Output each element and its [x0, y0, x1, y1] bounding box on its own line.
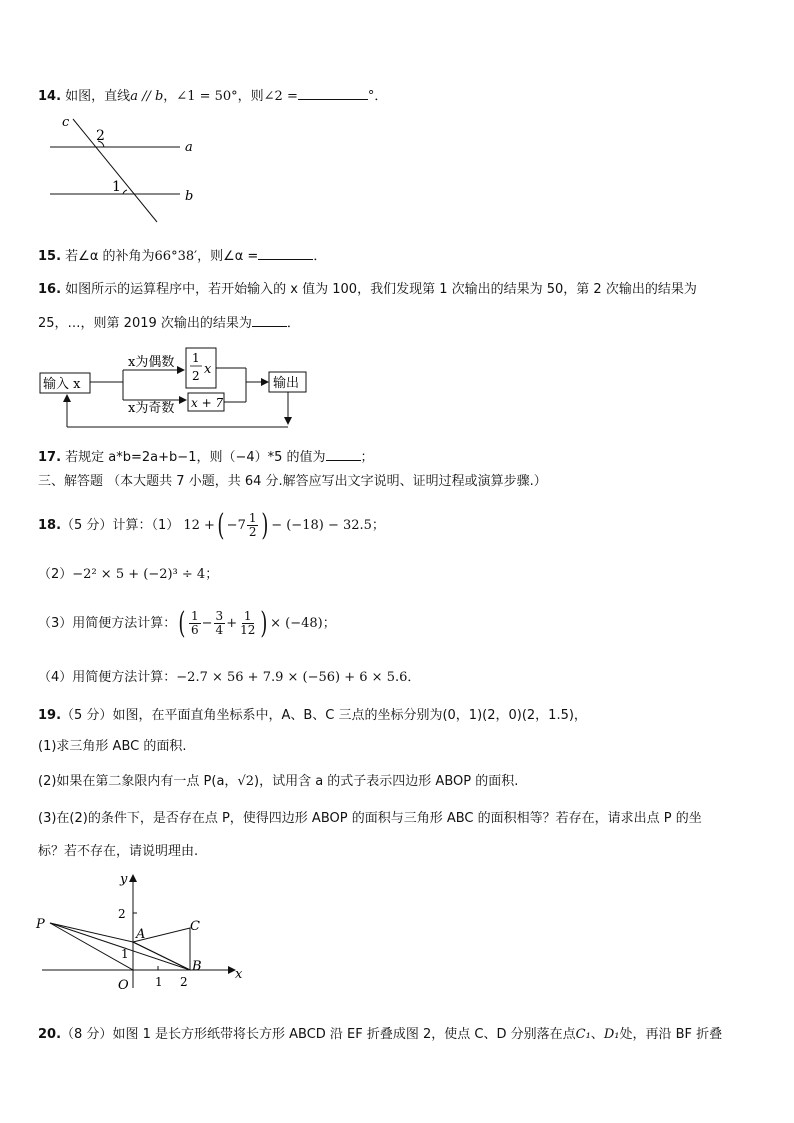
- question-text: ，∠1 = 50°，则∠2 =: [163, 89, 298, 104]
- question-19-sub3: [38, 810, 702, 828]
- question-number: 14.: [38, 89, 62, 104]
- question-text: 如图，直线: [65, 89, 131, 104]
- section-heading: [38, 473, 547, 491]
- point-b-label: B: [192, 959, 202, 974]
- question-text: 如图所示的运算程序中，若开始输入的 x 值为 100，我们发现第 1 次输出的结果为 50，第 2 次输出的结果为: [65, 282, 697, 297]
- even-condition: x为偶数: [128, 355, 175, 370]
- y-tick-2: 2: [118, 907, 126, 921]
- y-tick-1: 1: [121, 947, 129, 961]
- operation-flowchart: [38, 340, 328, 440]
- sub-question: 标？若不存在，请说明理由.: [38, 844, 199, 859]
- question-15: [38, 245, 326, 266]
- question-19-sub1: [38, 738, 186, 756]
- question-18-part3: [38, 604, 336, 644]
- answer-blank[interactable]: [326, 446, 361, 461]
- math-expression: −2² × 5 + (−2)³ ÷ 4；: [72, 567, 219, 582]
- numerator: 1: [243, 609, 252, 623]
- half-variable: x: [204, 362, 212, 377]
- question-number: 17.: [38, 450, 62, 465]
- question-number: 16.: [38, 282, 62, 297]
- question-text: 若规定 a*b=2a+b−1，则（−4）*5 的值为: [65, 450, 326, 465]
- question-19: [38, 707, 587, 725]
- question-18: [38, 508, 385, 544]
- sub-question: (1)求三角形 ABC 的面积.: [38, 739, 187, 754]
- question-17: [38, 446, 374, 467]
- question-number: 15.: [38, 249, 62, 264]
- question-20: [38, 1026, 722, 1044]
- denominator: 12: [240, 623, 256, 637]
- numerator: 1: [248, 511, 257, 525]
- question-text: °．: [367, 89, 388, 104]
- question-score: （8 分）: [61, 1027, 113, 1042]
- question-text: ．: [313, 249, 327, 264]
- part-label: （2）: [38, 567, 73, 582]
- math-expression: × (−48)；: [270, 616, 336, 631]
- sub-question: (2)如果在第二象限内有一点 P(a，: [38, 774, 238, 789]
- question-text: ，则∠α =: [197, 249, 259, 264]
- square-root: √2: [237, 774, 254, 789]
- question-16-line2: [38, 312, 300, 333]
- question-score: （5 分）: [61, 708, 113, 723]
- question-text: 如图 1 是长方形纸带将长方形 ABCD 沿 EF 折叠成图 2，使点 C、D 分别落在点: [112, 1027, 576, 1042]
- math-expression: a // b: [130, 89, 164, 104]
- answer-blank[interactable]: [252, 312, 287, 327]
- question-number: 19.: [38, 708, 62, 723]
- sub-question: )，试用含 a 的式子表示四边形 ABOP 的面积.: [254, 774, 519, 789]
- fraction: [238, 610, 257, 637]
- math-expression: − (−18) − 32.5；: [271, 518, 385, 533]
- numerator: 1: [191, 609, 199, 623]
- point-c1-label: C₁: [575, 1027, 591, 1042]
- section-note: （本大题共 7 小题，共 64 分.解答应写出文字说明、证明过程或演算步骤.）: [107, 474, 547, 489]
- denominator: 6: [191, 623, 199, 637]
- question-19-sub3-line2: [38, 843, 198, 861]
- question-score: （5 分）: [61, 518, 113, 533]
- question-text: 25，…，则第 2019 次输出的结果为: [38, 316, 252, 331]
- point-p-label: P: [36, 917, 45, 932]
- angle-2-label: 2: [96, 128, 105, 144]
- math-expression: −2.7 × 56 + 7.9 × (−56) + 6 × 5.6．: [176, 670, 421, 685]
- question-16: [38, 281, 697, 299]
- question-18-part2: [38, 566, 218, 584]
- odd-condition: x为奇数: [128, 401, 175, 416]
- output-label: 输出: [273, 376, 300, 391]
- part-label: （1）: [151, 518, 180, 533]
- separator: 、: [590, 1027, 604, 1042]
- line-c-label: c: [62, 115, 70, 130]
- fraction: [189, 610, 201, 637]
- right-paren: ): [260, 605, 268, 641]
- point-a-label: A: [136, 927, 146, 942]
- input-label: 输入 x: [43, 377, 81, 392]
- question-14: [38, 85, 387, 106]
- question-text: ．: [286, 316, 300, 331]
- question-text: ；: [360, 450, 374, 465]
- question-19-sub2: [38, 773, 518, 791]
- point-d1-label: D₁: [603, 1027, 620, 1042]
- question-text: 若∠α 的补角为: [65, 249, 155, 264]
- plus7-label: x + 7: [191, 396, 224, 410]
- origin-label: O: [118, 978, 129, 993]
- half-numerator: 1: [192, 351, 200, 365]
- mixed-number-whole: −7: [226, 518, 246, 533]
- section-title: 三、解答题: [38, 474, 104, 489]
- half-box: [186, 348, 216, 388]
- answer-blank[interactable]: [258, 245, 313, 260]
- coordinate-figure: [30, 868, 255, 998]
- parallel-lines-figure: [45, 112, 205, 227]
- half-denominator: 2: [192, 369, 200, 383]
- math-expression: 66°38′: [154, 249, 198, 264]
- question-number: 20.: [38, 1027, 62, 1042]
- angle-1-label: 1: [112, 179, 121, 195]
- left-paren: (: [217, 507, 225, 543]
- y-axis-label: y: [120, 872, 128, 887]
- point-c-label: C: [190, 919, 200, 934]
- operator: +: [226, 616, 238, 631]
- right-paren: ): [261, 507, 269, 543]
- fraction: [247, 512, 259, 539]
- math-expression: 12 +: [183, 518, 215, 533]
- question-text: 如图，在平面直角坐标系中，A、B、C 三点的坐标分别为(0，1)(2，0)(2，1.5)，: [112, 708, 587, 723]
- numerator: 3: [215, 609, 224, 623]
- denominator: 2: [248, 525, 257, 539]
- denominator: 4: [215, 623, 224, 637]
- line-b-label: b: [185, 189, 194, 204]
- x-tick-2: 2: [180, 975, 188, 989]
- x-axis-label: x: [235, 967, 243, 982]
- line-a-label: a: [185, 140, 193, 155]
- question-18-part4: [38, 669, 420, 687]
- left-paren: (: [178, 605, 186, 641]
- question-text: 计算：: [112, 518, 152, 533]
- answer-blank[interactable]: [298, 85, 368, 100]
- part-label: （4）用简便方法计算：: [38, 670, 177, 685]
- part-label: （3）用简便方法计算：: [38, 616, 177, 631]
- x-tick-1: 1: [155, 975, 163, 989]
- question-text: 处，再沿 BF 折叠: [619, 1027, 723, 1042]
- sub-question: (3)在(2)的条件下，是否存在点 P，使得四边形 ABOP 的面积与三角形 ABC 的面积相等？若存在，请求出点 P 的坐: [38, 811, 702, 826]
- operator: −: [201, 616, 213, 631]
- question-number: 18.: [38, 518, 62, 533]
- fraction: [214, 610, 226, 637]
